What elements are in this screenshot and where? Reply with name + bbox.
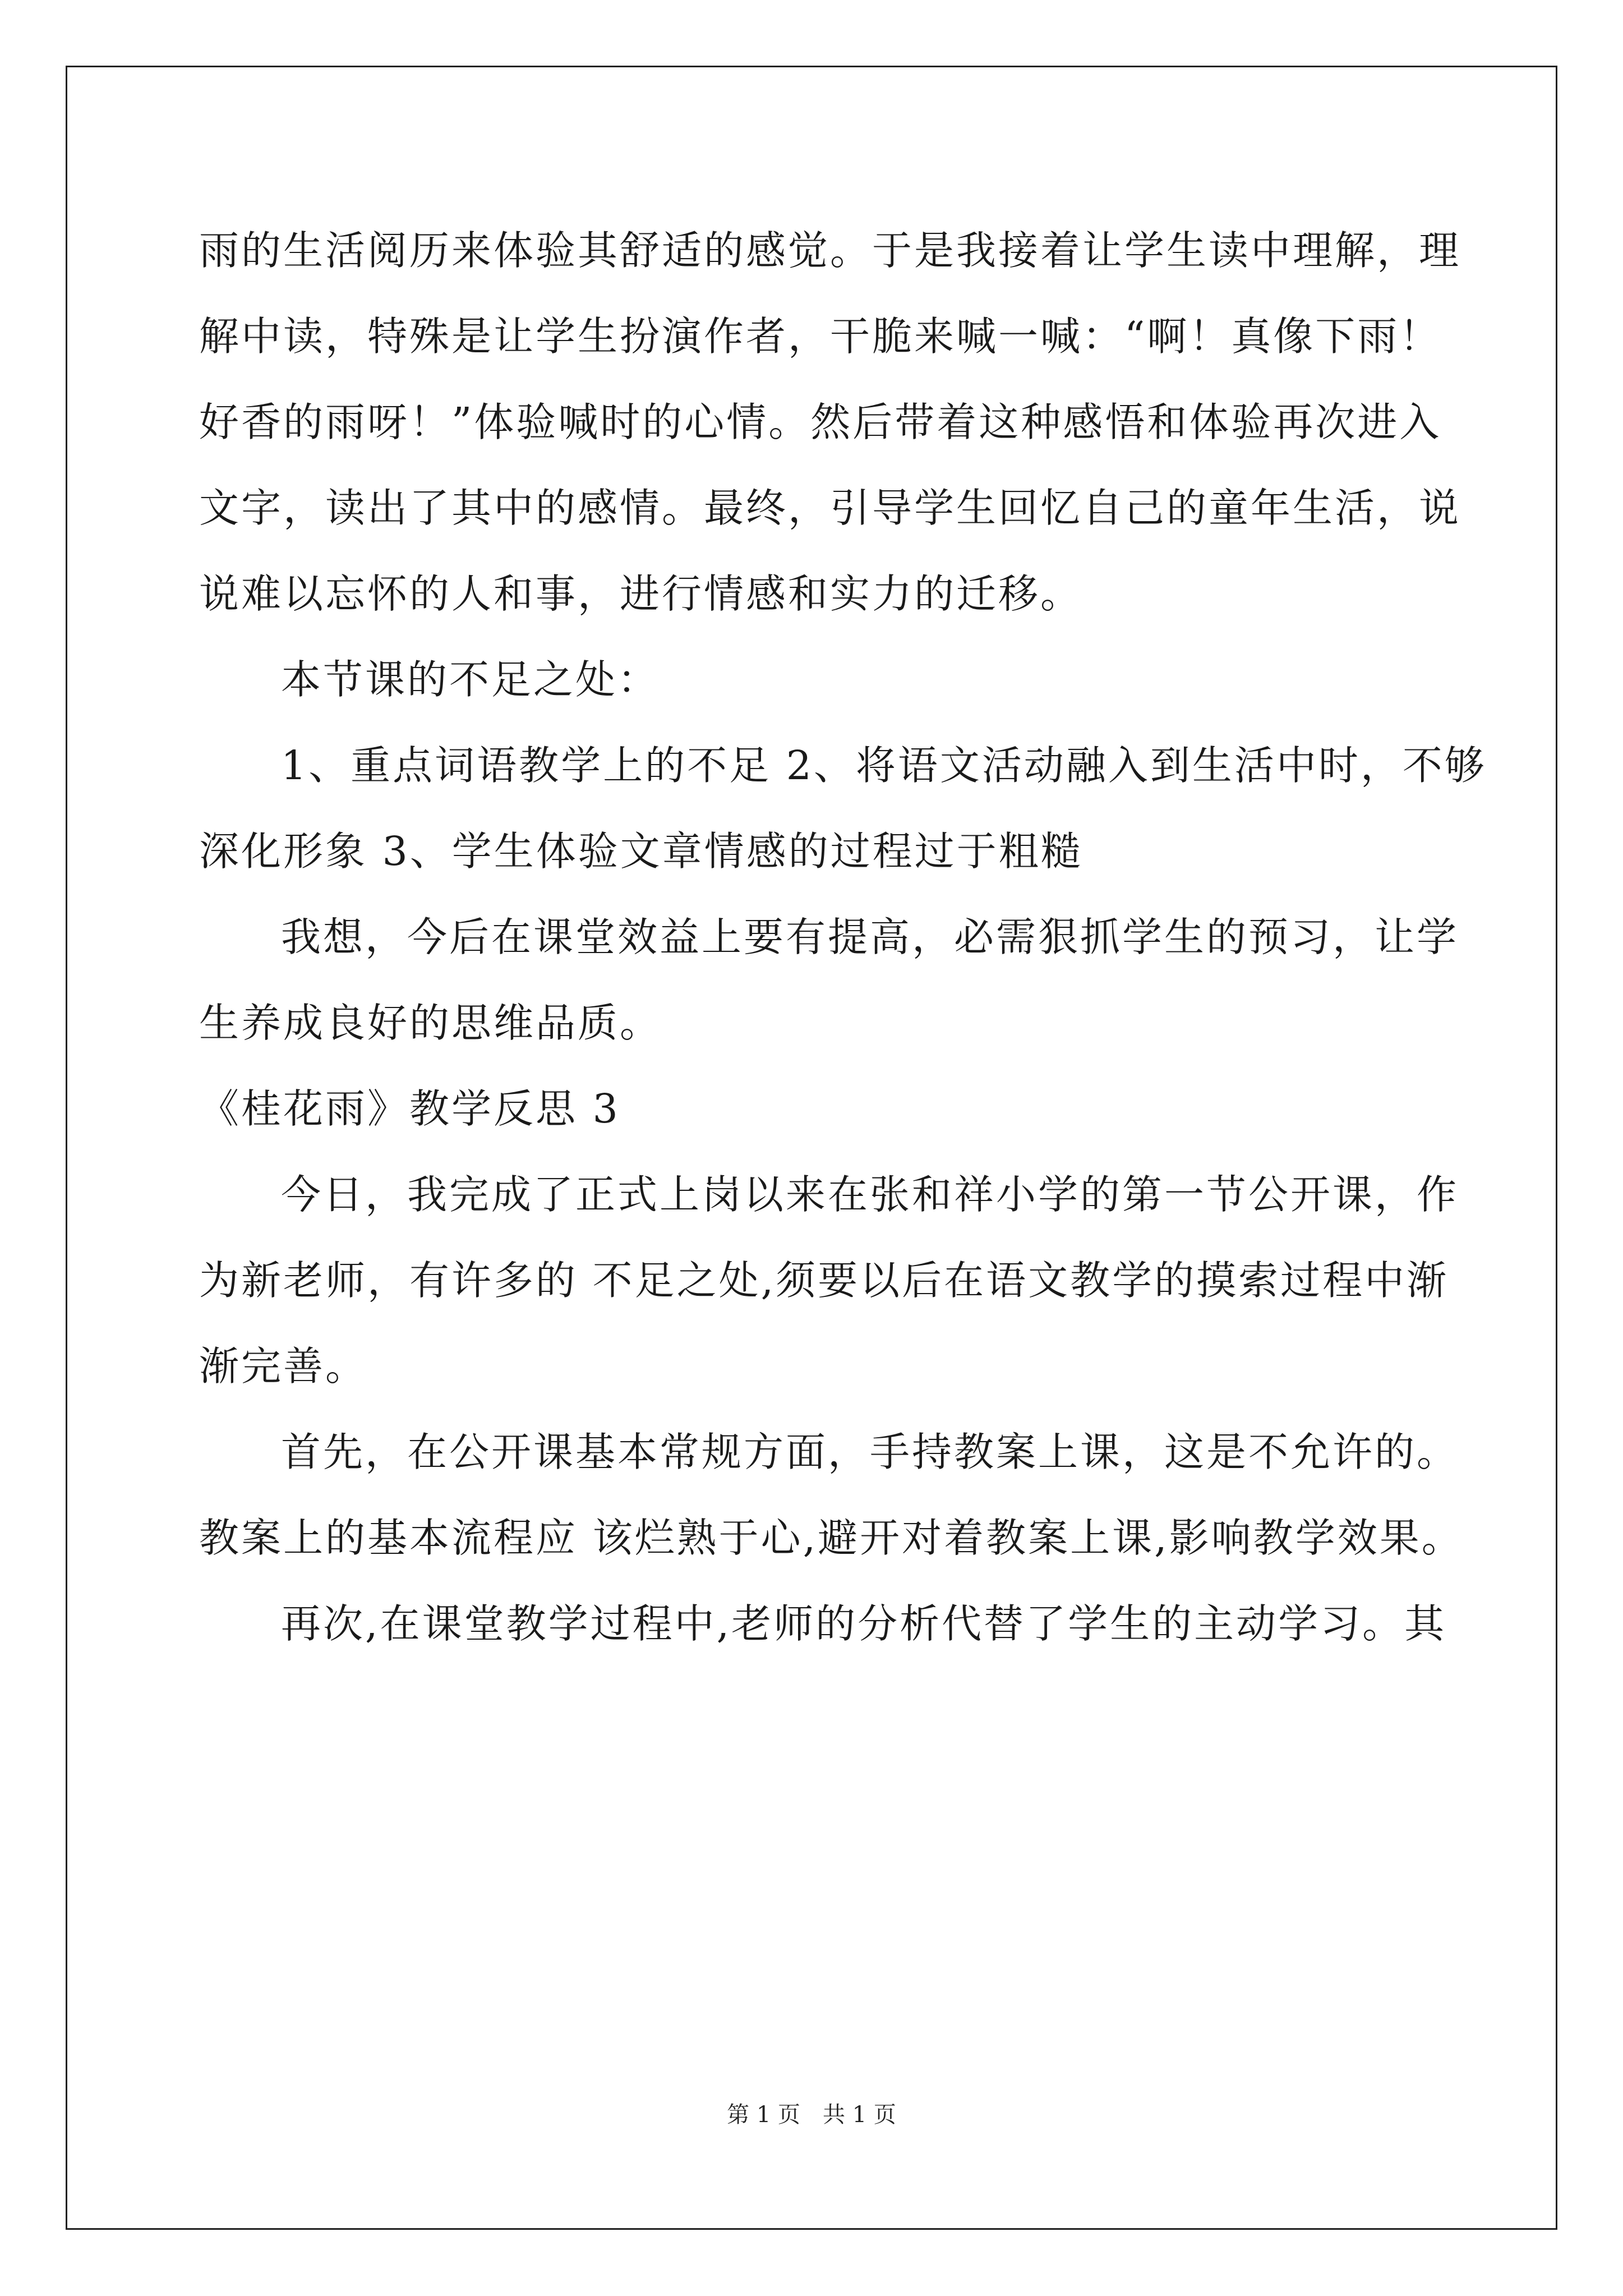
text-line: 再次,在课堂教学过程中,老师的分析代替了学生的主动学习。其 — [281, 1600, 1447, 1647]
text-line: 为新老师，有许多的 不足之处,须要以后在语文教学的摸索过程中渐 — [199, 1257, 1449, 1304]
text-line: 我想，今后在课堂效益上要有提高，必需狠抓学生的预习，让学 — [281, 914, 1459, 960]
section-heading: 《桂花雨》教学反思 3 — [199, 1085, 620, 1132]
text-line: 深化形象 3、学生体验文章情感的过程过于粗糙 — [199, 828, 1083, 875]
page-number-footer: 第 1 页 共 1 页 — [727, 2102, 896, 2128]
text-line: 渐完善。 — [199, 1343, 368, 1389]
text-line: 1、重点词语教学上的不足 2、将语文活动融入到生活中时，不够 — [281, 742, 1487, 789]
text-line: 说难以忘怀的人和事，进行情感和实力的迁移。 — [199, 570, 1083, 617]
text-line: 文字，读出了其中的感情。最终，引导学生回忆自己的童年生活，说 — [199, 485, 1461, 531]
text-line: 好香的雨呀！”体验喊时的心情。然后带着这种感悟和体验再次进入 — [199, 399, 1442, 445]
text-line: 生养成良好的思维品质。 — [199, 1000, 662, 1046]
document-body — [199, 208, 1487, 1667]
text-line: 今日，我完成了正式上岗以来在张和祥小学的第一节公开课，作 — [281, 1171, 1459, 1218]
text-line: 雨的生活阅历来体验其舒适的感觉。于是我接着让学生读中理解，理 — [199, 227, 1461, 274]
text-line: 本节课的不足之处： — [281, 656, 660, 703]
text-line: 首先，在公开课基本常规方面，手持教案上课，这是不允许的。 — [281, 1429, 1459, 1475]
text-line: 教案上的基本流程应 该烂熟于心,避开对着教案上课,影响教学效果。 — [199, 1515, 1464, 1561]
text-line: 解中读，特殊是让学生扮演作者，干脆来喊一喊：“啊！真像下雨！ — [199, 313, 1442, 360]
